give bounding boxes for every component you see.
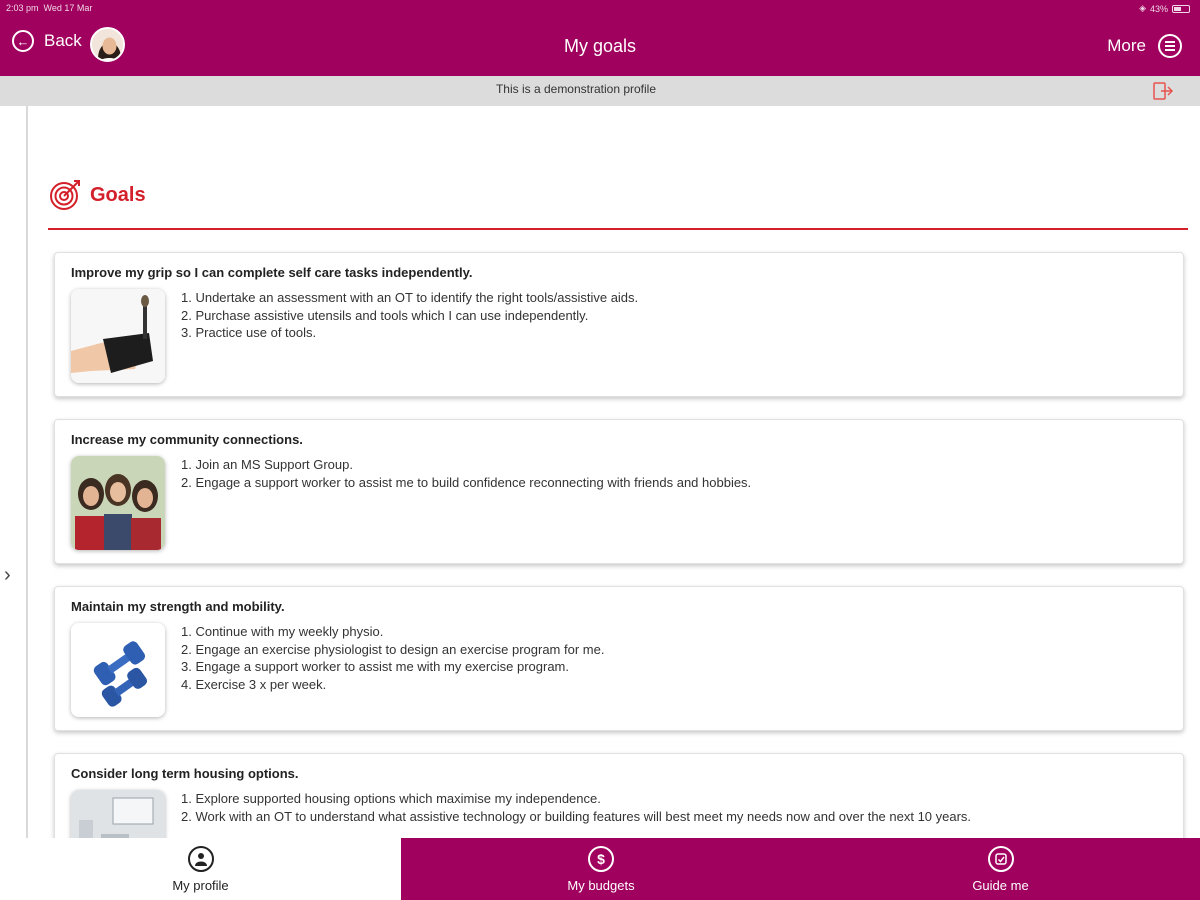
goal-step: 2. Work with an OT to understand what assistive technology or building features will best meet my needs now and over the next 10 years. [181, 808, 972, 824]
goal-step: 2. Engage an exercise physiologist to design an exercise program for me. [181, 641, 605, 657]
tab-label: My budgets [567, 878, 635, 893]
goal-step: 3. Engage a support worker to assist me with my exercise program. [181, 659, 569, 674]
app-header [0, 0, 1200, 76]
goal-step: 3. Practice use of tools. [181, 325, 317, 340]
goal-title: Increase my community connections. [71, 432, 303, 447]
battery-percent: 43% [1149, 3, 1168, 14]
friends-photo [71, 456, 165, 550]
goal-step: 1. Join an MS Support Group. [181, 457, 353, 472]
goal-card[interactable] [54, 252, 1184, 397]
goals-divider [48, 228, 1188, 230]
goals-title: Goals [90, 183, 146, 206]
goal-steps [181, 456, 751, 491]
more-label: More [1107, 36, 1146, 55]
goal-step: 1. Undertake an assessment with an OT to identify the right tools/assistive aids. [181, 290, 639, 305]
guide-icon [988, 846, 1014, 872]
status-right [1139, 3, 1190, 14]
exit-profile-icon[interactable] [1152, 80, 1174, 102]
goal-title: Maintain my strength and mobility. [71, 599, 285, 614]
tab-label: Guide me [972, 878, 1029, 893]
dollar-icon: $ [588, 846, 614, 872]
back-label: Back [44, 31, 82, 50]
more-button[interactable] [1107, 34, 1182, 58]
goals-heading [48, 178, 146, 212]
expand-panel-chevron-icon[interactable]: › [4, 564, 11, 586]
goal-title: Consider long term housing options. [71, 766, 299, 781]
demo-profile-text: This is a demonstration profile [495, 82, 657, 96]
goal-step: 1. Explore supported housing options which maximise my independence. [181, 791, 601, 806]
person-icon [188, 846, 214, 872]
tab-my-budgets[interactable] [401, 838, 801, 900]
page-title: My goals [563, 36, 637, 56]
status-time: 2:03 pm Wed 17 Mar [6, 3, 93, 13]
goal-steps [181, 623, 604, 693]
tab-guide-me[interactable] [801, 838, 1200, 900]
battery-icon [1172, 5, 1190, 13]
goal-step: 2. Engage a support worker to assist me to build confidence reconnecting with friends and hobbies. [181, 474, 752, 490]
wifi-icon: ◈ [1139, 3, 1146, 13]
tab-my-profile[interactable] [0, 838, 401, 900]
goal-title: Improve my grip so I can complete self care tasks independently. [71, 265, 473, 280]
goal-step: 2. Purchase assistive utensils and tools which I can use independently. [181, 307, 589, 323]
status-bar [0, 0, 1200, 18]
menu-icon [1158, 34, 1182, 58]
goal-steps [181, 790, 971, 825]
goal-card[interactable] [54, 419, 1184, 564]
hand-brace-photo [71, 289, 165, 383]
goal-step: 1. Continue with my weekly physio. [181, 624, 384, 639]
demo-profile-banner [0, 76, 1200, 106]
tab-label: My profile [172, 878, 229, 893]
dumbbells-photo [71, 623, 165, 717]
goal-step: 4. Exercise 3 x per week. [181, 676, 327, 692]
goal-steps [181, 289, 638, 342]
goal-card[interactable] [54, 586, 1184, 731]
back-arrow-icon: ← [12, 30, 34, 52]
target-icon [48, 178, 82, 212]
bottom-tab-bar [0, 838, 1200, 900]
side-panel-strip [0, 106, 28, 838]
